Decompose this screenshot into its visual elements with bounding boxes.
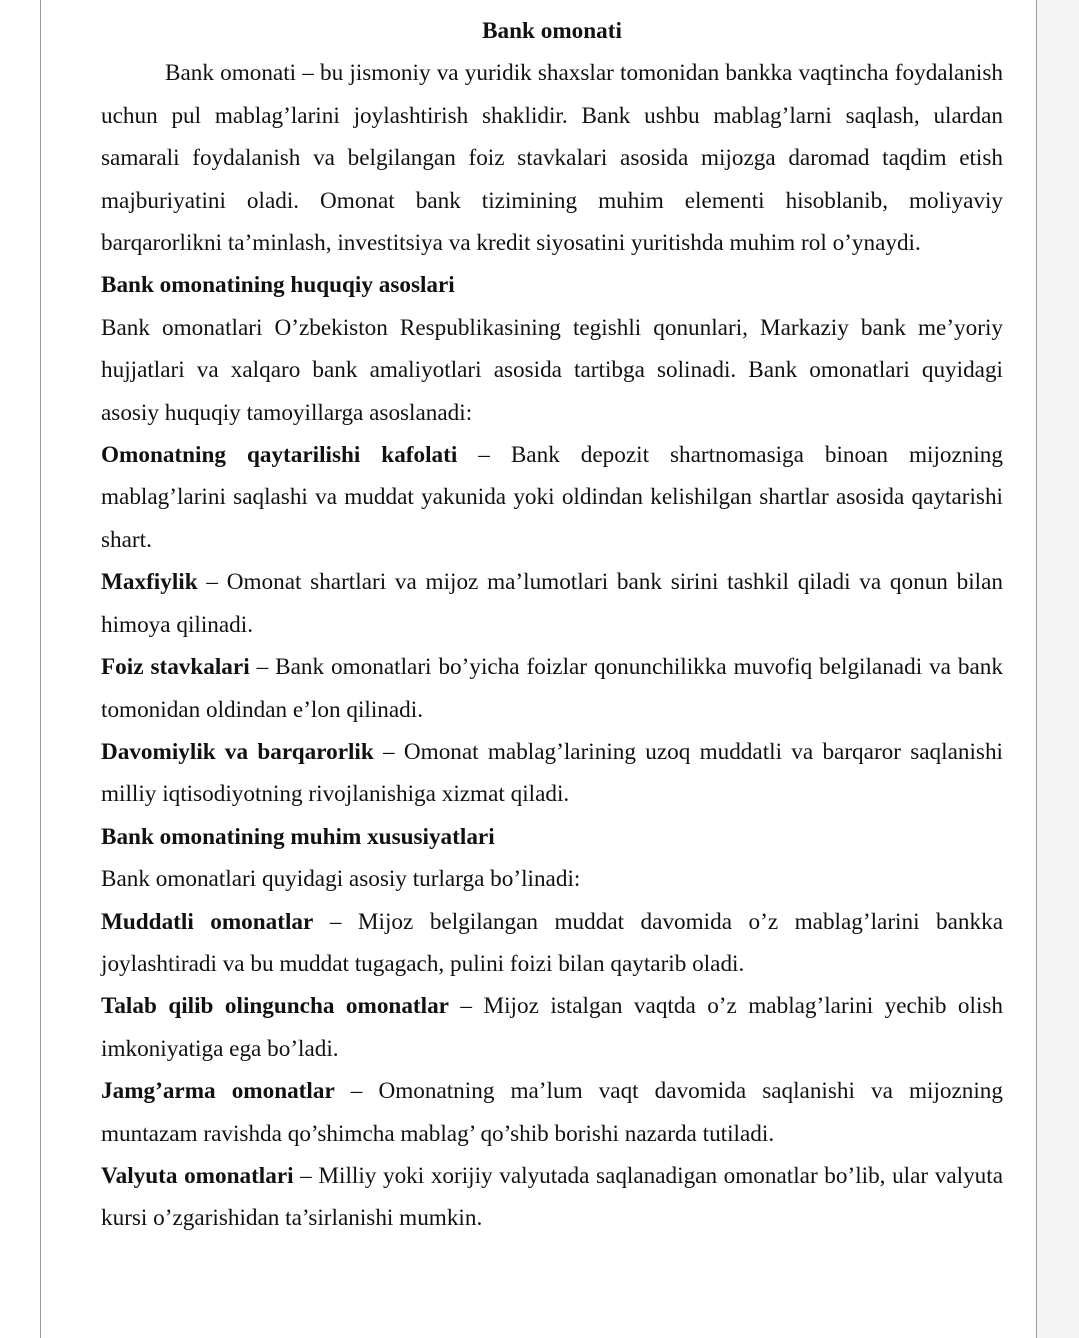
- list-item-term: Jamg’arma omonatlar: [101, 1078, 335, 1105]
- list-item: [101, 434, 1003, 561]
- list-item: [101, 646, 1003, 731]
- section-heading-legal-basis: Bank omonatining huquqiy asoslari: [101, 272, 455, 299]
- list-item: [101, 1070, 1003, 1155]
- intro-paragraph: Bank omonati – bu jismoniy va yuridik shaxslar tomonidan bankka vaqtincha foydalanish uchun pul mablag’larini joylashtirish shaklidir. Bank ushbu mablag’larni saqlash, ulardan samarali foydalanish va belgilangan foiz stavkalari asosida mijozga daromad taqdim etish majburiyatini oladi. Omonat bank tizimining muhim elementi hisoblanib, moliyaviy barqarorlikni ta’minlash, investitsiya va kredit siyosatini yuritishda muhim rol o’ynaydi.: [101, 60, 1003, 257]
- page-left-edge: [40, 0, 41, 1338]
- section-heading-features: Bank omonatining muhim xususiyatlari: [101, 823, 495, 850]
- document-title: Bank omonati: [482, 18, 622, 44]
- document-page: [101, 10, 1003, 1240]
- list-item-text: – Mijoz belgilangan muddat davomida o’z mablag’larini bankka joylashtiradi va bu muddat tugagach, pulini foizi bilan qaytarib oladi.: [101, 908, 1003, 977]
- list-item: [101, 901, 1003, 986]
- list-item-text: – Omonat mablag’larining uzoq muddatli va barqaror saqlanishi milliy iqtisodiyotning rivojlanishiga xizmat qiladi.: [101, 738, 1003, 808]
- list-item: [101, 561, 1003, 646]
- list-item-term: Omonatning qaytarilishi kafolati: [101, 442, 458, 469]
- list-item-text: – Bank depozit shartnomasiga binoan mijozning mablag’larini saqlashi va muddat yakunida yoki oldindan kelishilgan shartlar asosida qaytarishi shart.: [101, 442, 1003, 553]
- section-intro-features: Bank omonatlari quyidagi asosiy turlarga bo’linadi:: [101, 866, 581, 893]
- list-item-term: Muddatli omonatlar: [101, 908, 314, 935]
- list-item-term: Talab qilib olinguncha omonatlar: [101, 993, 449, 1020]
- list-item: [101, 985, 1003, 1070]
- list-item-term: Foiz stavkalari: [101, 654, 250, 681]
- list-item: [101, 731, 1003, 816]
- section-intro-legal-basis: Bank omonatlari O’zbekiston Respublikasining tegishli qonunlari, Markaziy bank me’yoriy hujjatlari va xalqaro bank amaliyotlari asosida tartibga solinadi. Bank omonatlari quyidagi asosiy huquqiy tamoyillarga asoslanadi:: [101, 314, 1003, 426]
- list-item-text: – Bank omonatlari bo’yicha foizlar qonunchilikka muvofiq belgilanadi va bank tomonidan oldindan e’lon qilinadi.: [101, 654, 1003, 723]
- page-right-margin: [1037, 0, 1079, 1338]
- list-item-term: Davomiylik va barqarorlik: [101, 738, 374, 765]
- list-item-term: Valyuta omonatlari: [101, 1162, 294, 1189]
- list-item-term: Maxfiylik: [101, 569, 198, 596]
- list-item: [101, 1155, 1003, 1240]
- list-item-text: – Milliy yoki xorijiy valyutada saqlanadigan omonatlar bo’lib, ular valyuta kursi o’zgarishidan ta’sirlanishi mumkin.: [101, 1162, 1003, 1232]
- list-item-text: – Mijoz istalgan vaqtda o’z mablag’larini yechib olish imkoniyatiga ega bo’ladi.: [101, 993, 1004, 1062]
- list-item-text: – Omonat shartlari va mijoz ma’lumotlari bank sirini tashkil qiladi va qonun bilan himoya qilinadi.: [101, 569, 1003, 638]
- list-item-text: – Omonatning ma’lum vaqt davomida saqlanishi va mijozning muntazam ravishda qo’shimcha mablag’ qo’shib borishi nazarda tutiladi.: [101, 1078, 1003, 1147]
